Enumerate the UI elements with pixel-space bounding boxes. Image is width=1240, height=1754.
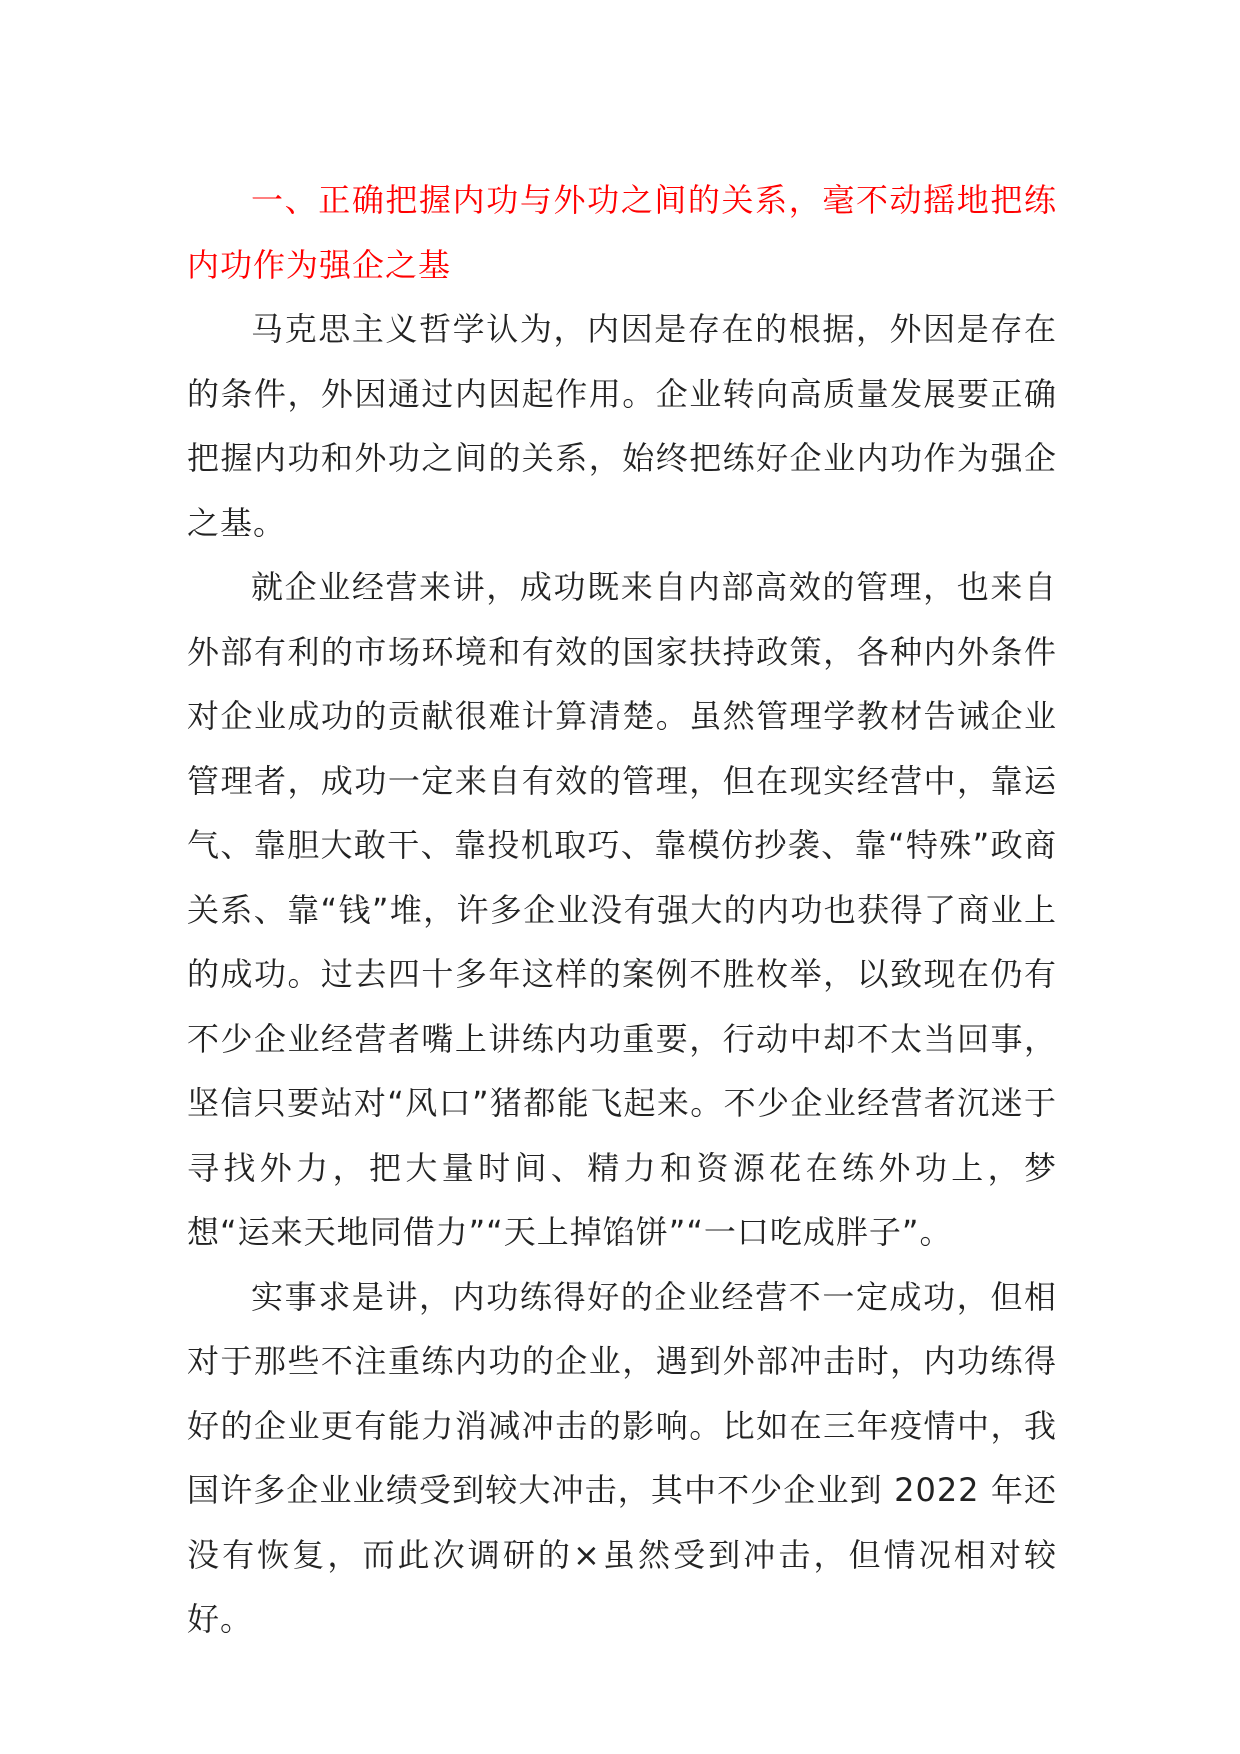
document-body [187,168,1057,1652]
paragraph-1: 马克思主义哲学认为，内因是存在的根据，外因是存在的条件，外因通过内因起作用。企业转向高质量发展要正确把握内功和外功之间的关系，始终把练好企业内功作为强企之基。 [187,310,1057,542]
section-heading: 一、正确把握内功与外功之间的关系，毫不动摇地把练内功作为强企之基 [187,181,1057,284]
paragraph-2: 就企业经营来讲，成功既来自内部高效的管理，也来自外部有利的市场环境和有效的国家扶持政策，各种内外条件对企业成功的贡献很难计算清楚。虽然管理学教材告诫企业管理者，成功一定来自有效的管理，但在现实经营中，靠运气、靠胆大敢干、靠投机取巧、靠模仿抄袭、靠“特殊”政商关系、靠“钱”堆，许多企业没有强大的内功也获得了商业上的成功。过去四十多年这样的案例不胜枚举，以致现在仍有不少企业经营者嘴上讲练内功重要，行动中却不太当回事，坚信只要站对“风口”猪都能飞起来。不少企业经营者沉迷于寻找外力，把大量时间、精力和资源花在练外功上，梦想“运来天地同借力”“天上掉馅饼”“一口吃成胖子”。 [187,568,1057,1251]
paragraph-3: 实事求是讲，内功练得好的企业经营不一定成功，但相对于那些不注重练内功的企业，遇到外部冲击时，内功练得好的企业更有能力消减冲击的影响。比如在三年疫情中，我国许多企业业绩受到较大冲击，其中不少企业到 2022 年还没有恢复，而此次调研的×虽然受到冲击，但情况相对较好。 [187,1277,1057,1638]
